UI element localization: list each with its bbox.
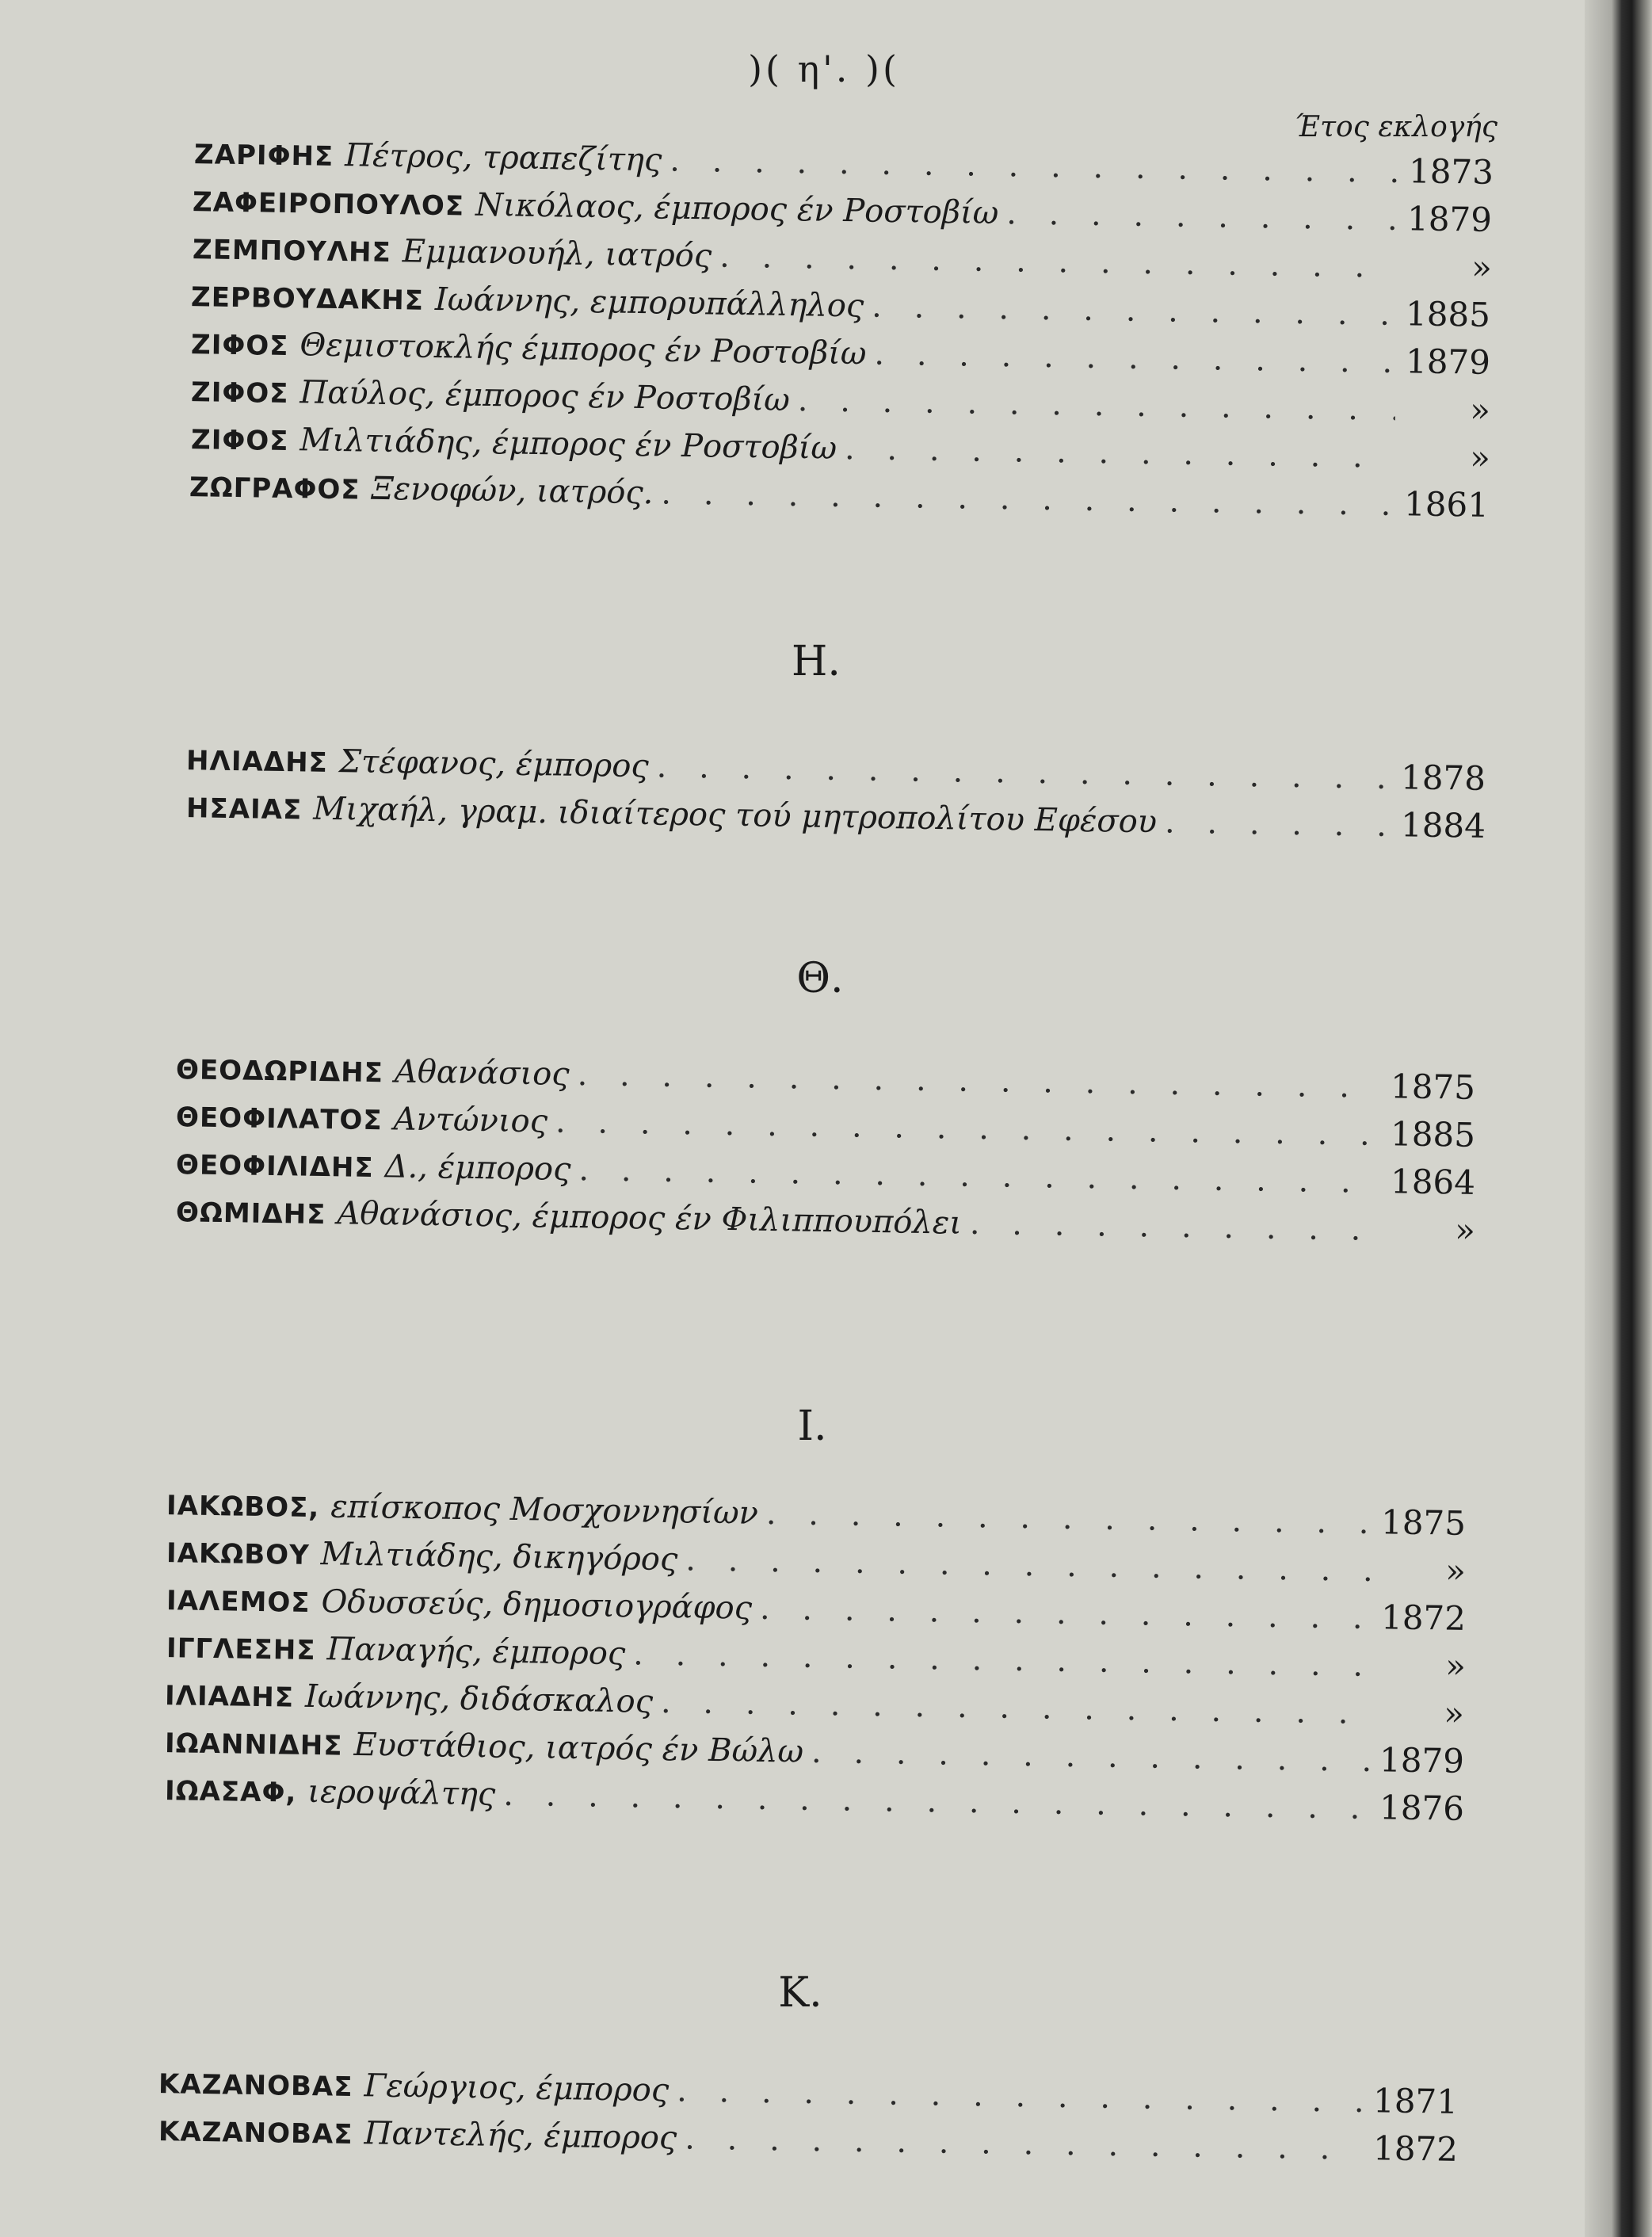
entry-description: Νικόλαος, έμπορος έν Ροστοβίω [475, 186, 999, 232]
entry-year: 1885 [1405, 294, 1491, 334]
entry-surname: ΖΙΦΟΣ [190, 376, 289, 410]
leader-dots [577, 1056, 1380, 1105]
entry-description: Παναγής, έμπορος [326, 1631, 626, 1673]
entry-description: Παύλος, έμπορος έν Ροστοβίω [299, 374, 791, 418]
entry-surname: ΚΑΖΑΝΟΒΑΣ [158, 2068, 353, 2103]
section-heading: Η. [792, 638, 841, 685]
entry-description: Μιλτιάδης, δικηγόρος [320, 1536, 678, 1578]
entry-surname: ΙΑΛΕΜΟΣ [166, 1585, 311, 1619]
entry-year: 1875 [1390, 1067, 1476, 1107]
entry-year: » [1443, 1693, 1465, 1733]
entry-year: » [1454, 1210, 1476, 1250]
section-heading: Κ. [778, 1969, 822, 2017]
entry-description: Θεμιστοκλής έμπορος έν Ροστοβίω [299, 326, 867, 372]
entry-description: Ξενοφών, ιατρός. [371, 470, 654, 512]
entry-year: 1875 [1380, 1502, 1467, 1543]
entry-description: Παντελής, έμπορος [364, 2115, 677, 2157]
leader-dots [661, 475, 1394, 523]
leader-dots [670, 143, 1398, 190]
year-column-label: Έτος εκλογής [1294, 111, 1497, 143]
section-heading: Θ. [796, 955, 844, 1002]
leader-dots [811, 1734, 1370, 1779]
entry-description: Μιλτιάδης, έμπορος έν Ροστοβίω [299, 422, 837, 467]
entry-year: 1884 [1400, 805, 1486, 846]
leader-dots [970, 1205, 1381, 1248]
entry-description: Εμμανουήλ, ιατρός [402, 233, 712, 275]
leader-dots [874, 336, 1395, 380]
entry-year: 1872 [1380, 1598, 1467, 1638]
entry-year: » [1469, 390, 1491, 429]
leader-dots [760, 1590, 1372, 1636]
entry-description: ιεροψάλτης [307, 1773, 496, 1813]
entry-surname: ΙΩΑΣΑΦ, [164, 1775, 297, 1809]
leader-dots [797, 382, 1395, 428]
leader-dots [661, 1684, 1370, 1731]
entry-description: Ιωάννης, διδάσκαλος [304, 1678, 654, 1720]
entry-surname: ΗΣΑΙΑΣ [185, 792, 303, 826]
entry-year: 1878 [1400, 758, 1486, 798]
leader-dots [656, 748, 1391, 796]
leader-dots [578, 1151, 1380, 1201]
entry-description: Μιχαήλ, γραμ. ιδιαίτερος τού μητροπολίτου Εφέσου [312, 790, 1158, 841]
entry-surname: ΖΕΜΠΟΥΛΗΣ [192, 234, 392, 269]
entry-surname: ΖΙΦΟΣ [190, 424, 289, 458]
entry-year: 1873 [1408, 151, 1494, 192]
entry-description: Αθανάσιος, έμπορος έν Φιλιππουπόλει [337, 1195, 963, 1242]
entry-surname: ΖΑΦΕΙΡΟΠΟΥΛΟΣ [192, 186, 465, 223]
entry-year: » [1444, 1551, 1467, 1590]
entry-year: 1879 [1406, 199, 1493, 239]
entry-description: Ευστάθιος, ιατρός έν Βώλω [353, 1726, 804, 1770]
entry-description: Οδυσσεύς, δημοσιογράφος [321, 1583, 753, 1627]
entry-surname: ΖΕΡΒΟΥΔΑΚΗΣ [190, 281, 425, 317]
leader-dots [677, 2072, 1363, 2120]
entry-description: Γεώργιος, έμπορος [364, 2067, 670, 2109]
leader-dots [503, 1777, 1369, 1827]
entry-surname: ΘΩΜΙΔΗΣ [175, 1197, 326, 1231]
entry-year: » [1471, 247, 1493, 287]
entry-surname: ΗΛΙΑΔΗΣ [185, 745, 329, 779]
entry-year: 1864 [1390, 1162, 1476, 1202]
entry-description: Αντώνιος [393, 1101, 548, 1140]
leader-dots [1006, 195, 1397, 238]
leader-dots [633, 1636, 1371, 1684]
entry-description: Ιωάννης, εμπορυπάλληλος [434, 281, 864, 325]
entry-surname: ΖΑΡΙΦΗΣ [193, 139, 334, 173]
entry-surname: ΙΑΚΩΒΟΥ [166, 1537, 311, 1571]
leader-dots [766, 1495, 1372, 1541]
entry-year: 1872 [1372, 2128, 1459, 2169]
entry-year: » [1469, 437, 1491, 477]
entry-surname: ΙΛΙΑΔΗΣ [164, 1680, 295, 1714]
page-header: )( η'. )( [748, 48, 900, 90]
entry-year: 1861 [1403, 484, 1490, 525]
section-heading: Ι. [797, 1403, 827, 1450]
entry-year: 1879 [1379, 1740, 1465, 1781]
entry-surname: ΘΕΟΔΩΡΙΔΗΣ [175, 1054, 384, 1090]
leader-dots [719, 239, 1397, 285]
entry-surname: ΙΑΚΩΒΟΣ, [166, 1490, 320, 1525]
book-spine [1585, 0, 1652, 2237]
leader-dots [1165, 804, 1391, 844]
entry-surname: ΚΑΖΑΝΟΒΑΣ [158, 2116, 353, 2151]
entry-year: 1885 [1390, 1114, 1476, 1155]
entry-surname: ΖΙΦΟΣ [190, 329, 289, 363]
leader-dots [685, 1541, 1371, 1589]
leader-dots [872, 288, 1395, 333]
leader-dots [845, 430, 1396, 475]
entry-surname: ΖΩΓΡΑΦΟΣ [189, 471, 361, 506]
entry-year: 1876 [1379, 1788, 1465, 1828]
leader-dots [555, 1104, 1381, 1153]
entry-surname: ΘΕΟΦΙΛΙΔΗΣ [175, 1149, 374, 1185]
entry-description: Δ., έμπορος [384, 1148, 571, 1188]
entry-description: Αθανάσιος [394, 1053, 570, 1093]
entry-surname: ΙΓΓΛΕΣΗΣ [166, 1632, 316, 1667]
entry-year: » [1444, 1646, 1467, 1685]
entry-year: 1871 [1372, 2081, 1459, 2121]
entry-description: Στέφανος, έμπορος [338, 743, 650, 785]
entry-surname: ΘΕΟΦΙΛΑΤΟΣ [175, 1101, 383, 1137]
entry-description: επίσκοπος Μοσχοννησίων [330, 1488, 759, 1532]
entry-description: Πέτρος, τραπεζίτης [344, 137, 662, 179]
entry-surname: ΙΩΑΝΝΙΔΗΣ [164, 1727, 343, 1762]
leader-dots [685, 2121, 1363, 2167]
entry-year: 1879 [1405, 342, 1491, 382]
